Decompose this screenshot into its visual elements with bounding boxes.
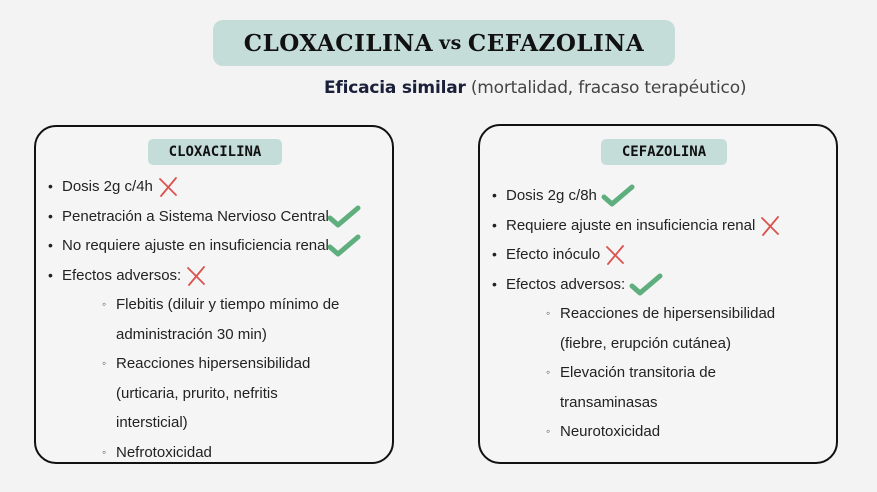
- subtitle-rest: (mortalidad, fracaso terapéutico): [470, 78, 747, 98]
- list-item: [480, 181, 836, 211]
- item-text: Efecto inóculo: [506, 246, 601, 263]
- check-icon: [601, 184, 635, 208]
- subtitle-bold: Eficacia similar: [324, 78, 466, 98]
- sub-list-item: ◦ Flebitis (diluir y tiempo mínimo de administración 30 min): [62, 290, 392, 349]
- list-item: [36, 231, 392, 261]
- sub-list: [62, 290, 392, 467]
- cefazolina-card: [478, 124, 838, 464]
- title-vs: vs: [439, 32, 462, 54]
- item-text: Efectos adversos:: [506, 275, 626, 293]
- cross-icon: [604, 244, 626, 266]
- item-list: [480, 181, 836, 447]
- page-title: [213, 20, 675, 66]
- title-left: CLOXACILINA: [243, 29, 434, 57]
- cross-icon: [185, 265, 207, 287]
- list-item: [480, 240, 836, 270]
- item-text: Penetración a Sistema Nervioso Central: [62, 207, 329, 225]
- sub-list-item: ◦ Neurotoxicidad: [506, 417, 836, 447]
- cross-icon: [157, 176, 179, 198]
- item-text: Efectos adversos:: [62, 266, 182, 284]
- item-text: No requiere ajuste en insuficiencia renal: [62, 237, 329, 254]
- list-item: [480, 211, 836, 241]
- item-text: Dosis 2g c/4h: [62, 178, 153, 195]
- cross-icon: [759, 215, 781, 237]
- sub-list: [506, 299, 836, 447]
- item-text: Dosis 2g c/8h: [506, 187, 597, 204]
- cloxacilina-card: [34, 125, 394, 464]
- subtitle: [324, 78, 746, 98]
- check-icon: [327, 234, 361, 258]
- item-text: Requiere ajuste en insuficiencia renal: [506, 216, 756, 234]
- sub-list-item: ◦ Reacciones de hipersensibilidad (fiebre, erupción cutánea): [506, 299, 836, 358]
- sub-list-item: ◦ Nefrotoxicidad: [62, 438, 392, 468]
- check-icon: [327, 205, 361, 229]
- title-right: CEFAZOLINA: [467, 29, 645, 57]
- sub-list-item: ◦ Reacciones hipersensibilidad (urticaria, prurito, nefritis intersticial): [62, 349, 392, 438]
- list-item: [480, 270, 836, 447]
- list-item: [36, 202, 392, 232]
- item-list: [36, 172, 392, 467]
- sub-list-item: ◦ Elevación transitoria de transaminasas: [506, 358, 836, 417]
- card-heading: CLOXACILINA: [148, 139, 282, 165]
- list-item: [36, 261, 392, 468]
- list-item: [36, 172, 392, 202]
- check-icon: [629, 273, 663, 297]
- card-heading: CEFAZOLINA: [601, 139, 727, 165]
